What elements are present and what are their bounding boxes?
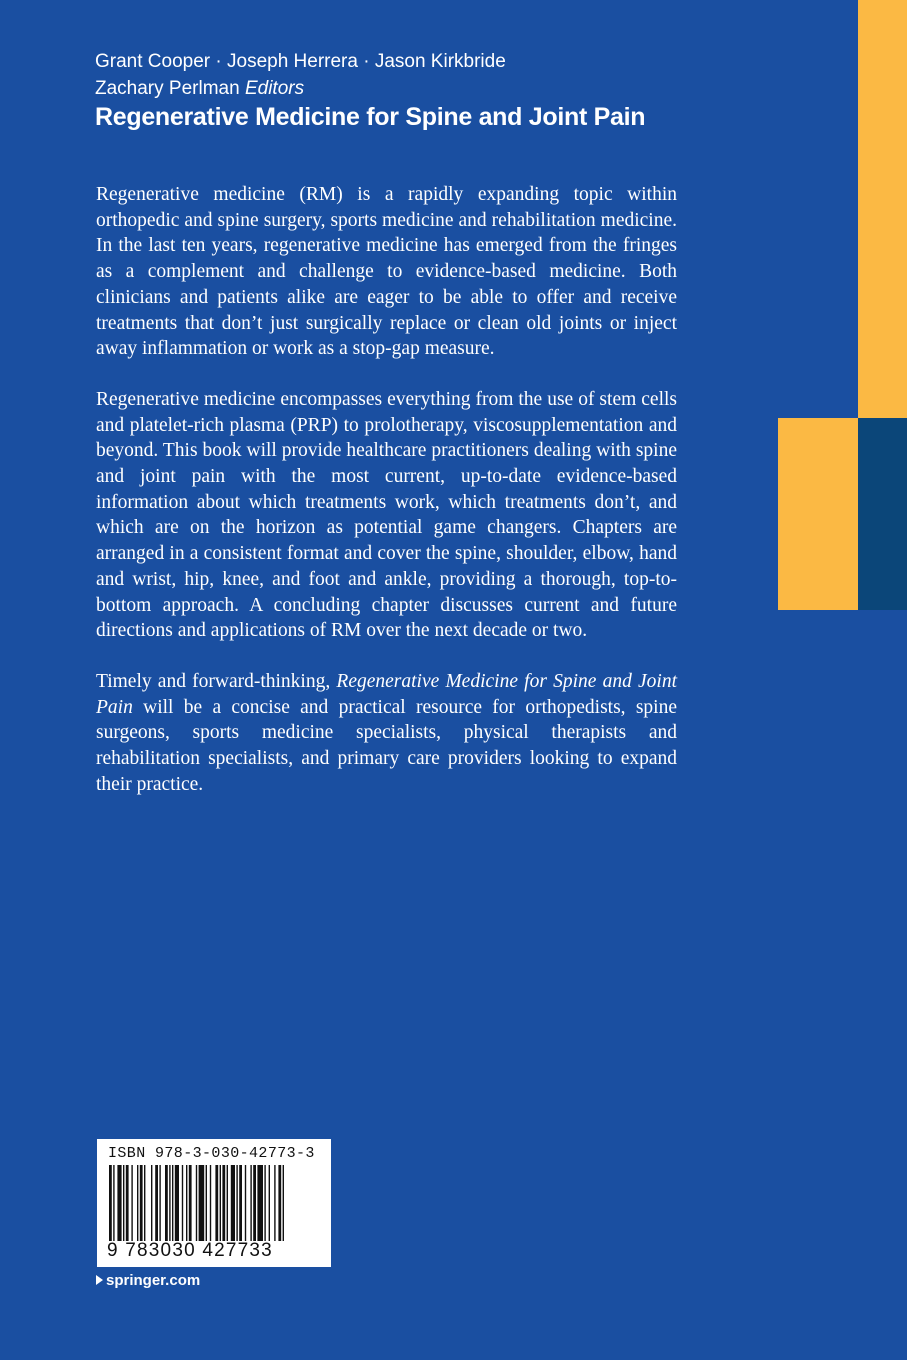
barcode-bar <box>172 1165 173 1241</box>
barcode-bar <box>140 1165 143 1241</box>
blurb-paragraph-1: Regenerative medicine (RM) is a rapidly expanding topic within orthopedic and spine surgery, sports medicine and rehabilitation medicine. In the last ten years, regenerative medicine has emerged from the fringes as a complement and challenge to evidence-based medicine. Both clinicians and patients alike are eager to be able to offer and receive treatments that don’t just surgically replace or clean old joints or inject away inflammation or work as a stop-gap measure. <box>96 184 677 360</box>
blurb-paragraph-2: Regenerative medicine encompasses everything from the use of stem cells and platelet-rich plasma (PRP) to prolotherapy, viscosupplementation and beyond. This book will provide healthcare practitioners dealing with spine and joint pain with the most current, up-to-date evidence-based information about which treatments work, which treatments don’t, and which are on the horizon as potential game changers. Chapters are arranged in a consistent format and cover the spine, shoulder, elbow, hand and wrist, hip, knee, and foot and ankle, providing a thorough, top-to-bottom approach. A concluding chapter discusses current and future directions and applications of RM over the next decade or two. <box>96 388 677 642</box>
isbn-barcode <box>97 1139 331 1267</box>
back-cover-blurb <box>96 182 677 822</box>
barcode-bar <box>269 1165 270 1241</box>
barcode-bar <box>220 1165 221 1241</box>
yellow-accent-block <box>778 418 858 610</box>
barcode-bar <box>144 1165 145 1241</box>
barcode-bar <box>182 1165 183 1241</box>
barcode-bar <box>199 1165 205 1241</box>
barcode-bar <box>250 1165 251 1241</box>
blurb-paragraph-3 <box>96 669 677 798</box>
barcode-bar <box>210 1165 211 1241</box>
barcode-bar <box>186 1165 187 1241</box>
barcode-bar <box>175 1165 179 1241</box>
barcode-bar <box>109 1165 112 1241</box>
barcode-digits: 9 783030 427733 <box>107 1240 273 1261</box>
barcode-bar <box>196 1165 197 1241</box>
editors-list <box>95 48 755 102</box>
blurb-p3-start: Timely and forward-thinking, <box>96 670 337 692</box>
editors-label: Editors <box>244 78 305 99</box>
navy-accent-block <box>858 418 907 610</box>
authors-line-1: Grant Cooper · Joseph Herrera · Jason Kirkbride <box>95 51 506 72</box>
barcode-bar <box>189 1165 192 1241</box>
barcode-bar <box>278 1165 281 1241</box>
barcode-bar <box>253 1165 256 1241</box>
barcode-bar <box>236 1165 237 1241</box>
barcode-bar <box>123 1165 124 1241</box>
barcode-bar <box>206 1165 207 1241</box>
barcode-bar <box>155 1165 158 1241</box>
barcode-bar <box>165 1165 168 1241</box>
barcode-bar <box>222 1165 225 1241</box>
barcode-bar <box>137 1165 138 1241</box>
yellow-stripe-top <box>858 0 907 418</box>
blurb-p3-title: Regenerative Medicine for Spine and Joint Pain <box>96 670 677 718</box>
barcode-bar <box>131 1165 132 1241</box>
publisher-url: springer.com <box>106 1272 201 1289</box>
barcode-bar <box>257 1165 263 1241</box>
blue-stripe-bottom <box>858 610 907 1360</box>
barcode-bar <box>227 1165 228 1241</box>
barcode-bar <box>264 1165 265 1241</box>
isbn-label: ISBN 978-3-030-42773-3 <box>108 1145 315 1162</box>
barcode-bar <box>283 1165 284 1241</box>
barcode-bar <box>113 1165 114 1241</box>
barcode-bar <box>159 1165 160 1241</box>
barcode-bar <box>169 1165 170 1241</box>
blurb-p3-end: will be a concise and practical resource for orthopedists, spine surgeons, sports medicine specialists, physical therapists and rehabilitation specialists, and primary care providers looking to expand their practice. <box>96 696 677 795</box>
barcode-bar <box>215 1165 218 1241</box>
barcode-bar <box>245 1165 246 1241</box>
barcode-bar <box>239 1165 242 1241</box>
barcode-bar <box>126 1165 129 1241</box>
book-title: Regenerative Medicine for Spine and Joint Pain <box>95 103 646 131</box>
authors-line-2 <box>95 75 755 102</box>
barcode-bar <box>274 1165 275 1241</box>
barcode-bar <box>231 1165 235 1241</box>
barcode-bar <box>117 1165 121 1241</box>
author-last: Zachary Perlman <box>95 78 240 99</box>
barcode-bars <box>107 1165 321 1243</box>
barcode-bar <box>151 1165 152 1241</box>
publisher-link[interactable] <box>96 1272 200 1289</box>
arrow-right-icon <box>96 1275 103 1285</box>
